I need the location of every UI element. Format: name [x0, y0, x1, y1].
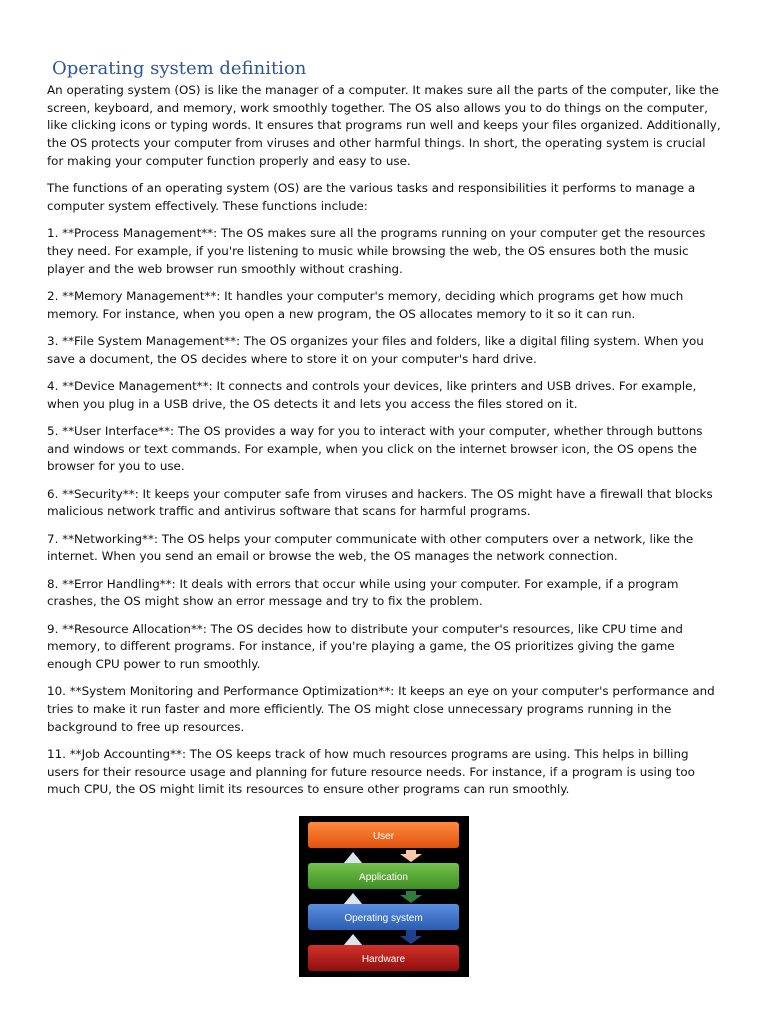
- layer-user-label: User: [372, 831, 395, 842]
- list-item-networking: 7. **Networking**: The OS helps your computer communicate with other computers over a network, like the internet. When you send an email or browse the web, the OS manages the network connection.: [47, 531, 694, 564]
- layer-os-label: Operating system: [344, 913, 423, 924]
- layer-hardware-label: Hardware: [361, 954, 406, 965]
- document-body: [47, 82, 723, 809]
- list-item-user-interface: 5. **User Interface**: The OS provides a way for you to interact with your computer, whether through buttons and windows or text commands. For example, when you click on the internet browser icon, the OS opens the browser for you to use.: [47, 423, 703, 474]
- list-item-job-accounting: 11. **Job Accounting**: The OS keeps track of how much resources programs are using. This helps in billing users for their resource usage and planning for future resource needs. For instance, if a program is using too much CPU, the OS might limit its resources to ensure other programs can run smoothly.: [47, 746, 695, 797]
- list-item-process-management: 1. **Process Management**: The OS makes sure all the programs running on your computer get the resources they need. For example, if you're listening to music while browsing the web, the OS ensures both the music player and the web browser run smoothly without crashing.: [47, 226, 706, 276]
- os-layers-diagram: [299, 816, 469, 977]
- list-item-resource-allocation: 9. **Resource Allocation**: The OS decides how to distribute your computer's resources, like CPU time and memory, to different programs. For instance, if you're playing a game, the OS prioritizes giving the game enough CPU power to run smoothly.: [47, 621, 683, 671]
- paragraph-intro: An operating system (OS) is like the manager of a computer. It makes sure all the parts of the computer, like the screen, keyboard, and memory, work smoothly together. The OS also allows you to do things on the computer, like clicking icons or typing words. It ensures that programs run well and keeps your files organized. Additionally, the OS protects your computer from viruses and other harmful things. In short, the operating system is crucial for making your computer function properly and easy to use.: [47, 83, 721, 168]
- list-item-device-management: 4. **Device Management**: It connects and controls your devices, like printers and USB drives. For example, when you plug in a USB drive, the OS detects it and lets you access the files stored on it.: [47, 378, 697, 411]
- layer-application-label: Application: [359, 872, 408, 883]
- paragraph-functions-intro: The functions of an operating system (OS) are the various tasks and responsibilities it performs to manage a computer system effectively. These functions include:: [47, 181, 696, 213]
- list-item-file-system-management: 3. **File System Management**: The OS organizes your files and folders, like a digital filing system. When you save a document, the OS decides where to store it on your computer's hard drive.: [47, 333, 704, 366]
- list-item-error-handling: 8. **Error Handling**: It deals with errors that occur while using your computer. For example, if a program crashes, the OS might show an error message and try to fix the problem.: [47, 576, 679, 609]
- list-item-security: 6. **Security**: It keeps your computer safe from viruses and hackers. The OS might have a firewall that blocks malicious network traffic and antivirus software that scans for harmful programs.: [47, 486, 713, 519]
- page-title: Operating system definition: [52, 58, 307, 79]
- list-item-memory-management: 2. **Memory Management**: It handles your computer's memory, deciding which programs get how much memory. For instance, when you open a new program, the OS allocates memory to it so it can run.: [47, 288, 684, 321]
- list-item-system-monitoring: 10. **System Monitoring and Performance Optimization**: It keeps an eye on your computer's performance and tries to make it run faster and more efficiently. The OS might close unnecessary programs running in the background to free up resources.: [47, 684, 715, 734]
